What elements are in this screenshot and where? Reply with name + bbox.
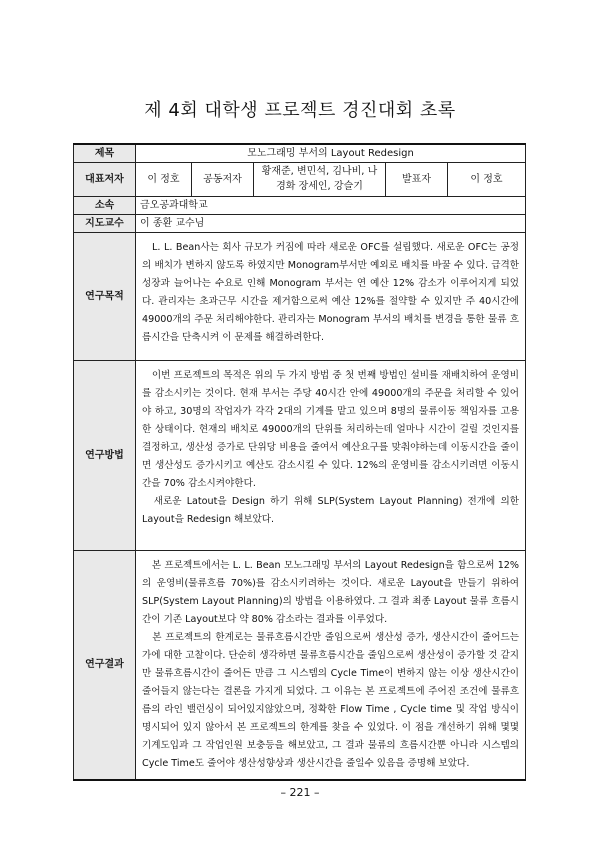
affiliation-label: 소속 [74,196,136,214]
speaker-value: 이 정호 [448,162,526,196]
method-label: 연구방법 [74,360,136,550]
presenter-rep-label: 대표저자 [74,162,136,196]
method-paragraph-2: 새로운 Latout을 Design 하기 위해 SLP(System Layout Planning) 전개에 의한 Layout을 Redesign 해보았다. [142,495,520,525]
coauthors-label: 공동저자 [192,162,254,196]
result-cell [136,550,526,780]
result-paragraph-1: 본 프로젝트에서는 L. L. Bean 모노그래밍 부서의 Layout Redesign을 함으로써 12%의 운영비(물류흐름 70%)를 감소시키려하는 것이다. 새로운 Layout을 만들기 위하여 SLP(System Layout Planning)의 방법을 이용하였다. 그 결과 최종 Layout 물류 흐름시간이 기존 Layout보다 약 80% 감소라는 결과를 이루었다. [142,559,520,625]
presenter-rep-value: 이 정호 [136,162,192,196]
speaker-label: 발표자 [386,162,448,196]
affiliation-value: 금오공과대학교 [136,196,526,214]
page-number: – 221 – [280,786,320,799]
abstract-table [73,143,526,781]
purpose-label: 연구목적 [74,232,136,360]
method-cell [136,360,526,550]
subject-label: 제목 [74,144,136,162]
subject-value: 모노그래밍 부서의 Layout Redesign [136,144,526,162]
method-paragraph-1: 이번 프로젝트의 목적은 위의 두 가지 방법 중 첫 번째 방법인 설비를 재배치하여 운영비를 감소시키는 것이다. 현재 부서는 주당 40시간 안에 49000개의 주문을 처리할 수 있어야 하고, 30명의 작업자가 각각 2대의 기계를 맡고 있으며 8명의 물류이동 책임자를 고용한 상태이다. 현재의 배치로 49000개의 단위를 처리하는데 얼마나 시간이 걸릴 것인지를 결정하고, 생산성 증가로 단위당 비용을 줄여서 예산요구를 맞춰야하는데 이동시간을 줄이면 생산성도 증가시키고 예산도 감소시킬 수 있다. 12%의 운영비를 감소시키려면 이동시간을 70% 감소시켜야한다. [142,369,520,489]
result-label: 연구결과 [74,550,136,780]
purpose-paragraph: L. L. Bean사는 회사 규모가 커짐에 따라 새로운 OFC를 설립했다. 새로운 OFC는 공정의 배치가 변하지 않도록 하였지만 Monogram부서만 예외로 배치를 바꿀 수 있다. 급격한 성장과 늘어나는 수요로 인해 Monogram 부서는 연 예산 12% 감소가 이루어지게 되었다. 관리자는 초과근무 시간을 제거함으로써 예산 12%를 절약할 수 있지만 주 40시간에 49000개의 주문 처리해야한다. 관리자는 Monogram 부서의 배치를 변경을 통한 물류 흐름시간을 단축시켜 이 문제를 해결하려한다. [142,241,520,343]
page-title: 제 4회 대학생 프로젝트 경진대회 초록 [144,100,456,121]
coauthors-value: 황재준, 변민석, 김나비, 나경화 장세인, 강슬기 [254,162,386,196]
advisor-label: 지도교수 [74,214,136,232]
result-paragraph-2: 본 프로젝트의 한계로는 물류흐름시간만 줄임으로써 생산성 증가, 생산시간이 줄어드는가에 대한 고찰이다. 단순히 생각하면 물류흐름시간을 줄임으로써 생산성이 증가할 것 같지만 물류흐름시간이 줄어든 만큼 그 시스템의 Cycle Time이 변하지 않는 이상 생산시간이 줄어들지 않는다는 결론을 가지게 되었다. 그 이유는 본 프로젝트에 주어진 조건에 물류흐름의 라인 밸런싱이 되어있지않았으며, 정확한 Flow Time , Cycle time 및 작업 방식이 명시되어 있지 않아서 본 프로젝트의 한계를 찾을 수 있었다. 이 점을 개선하기 위해 몇몇 기계도입과 그 작업인원 보충등을 해보았고, 그 결과 물류의 흐름시간뿐 아니라 시스템의 Cycle Time도 줄어야 생산성향상과 생산시간을 줄일수 있음을 증명해 보았다. [142,631,520,769]
purpose-cell [136,232,526,360]
advisor-value: 이 종환 교수님 [136,214,526,232]
